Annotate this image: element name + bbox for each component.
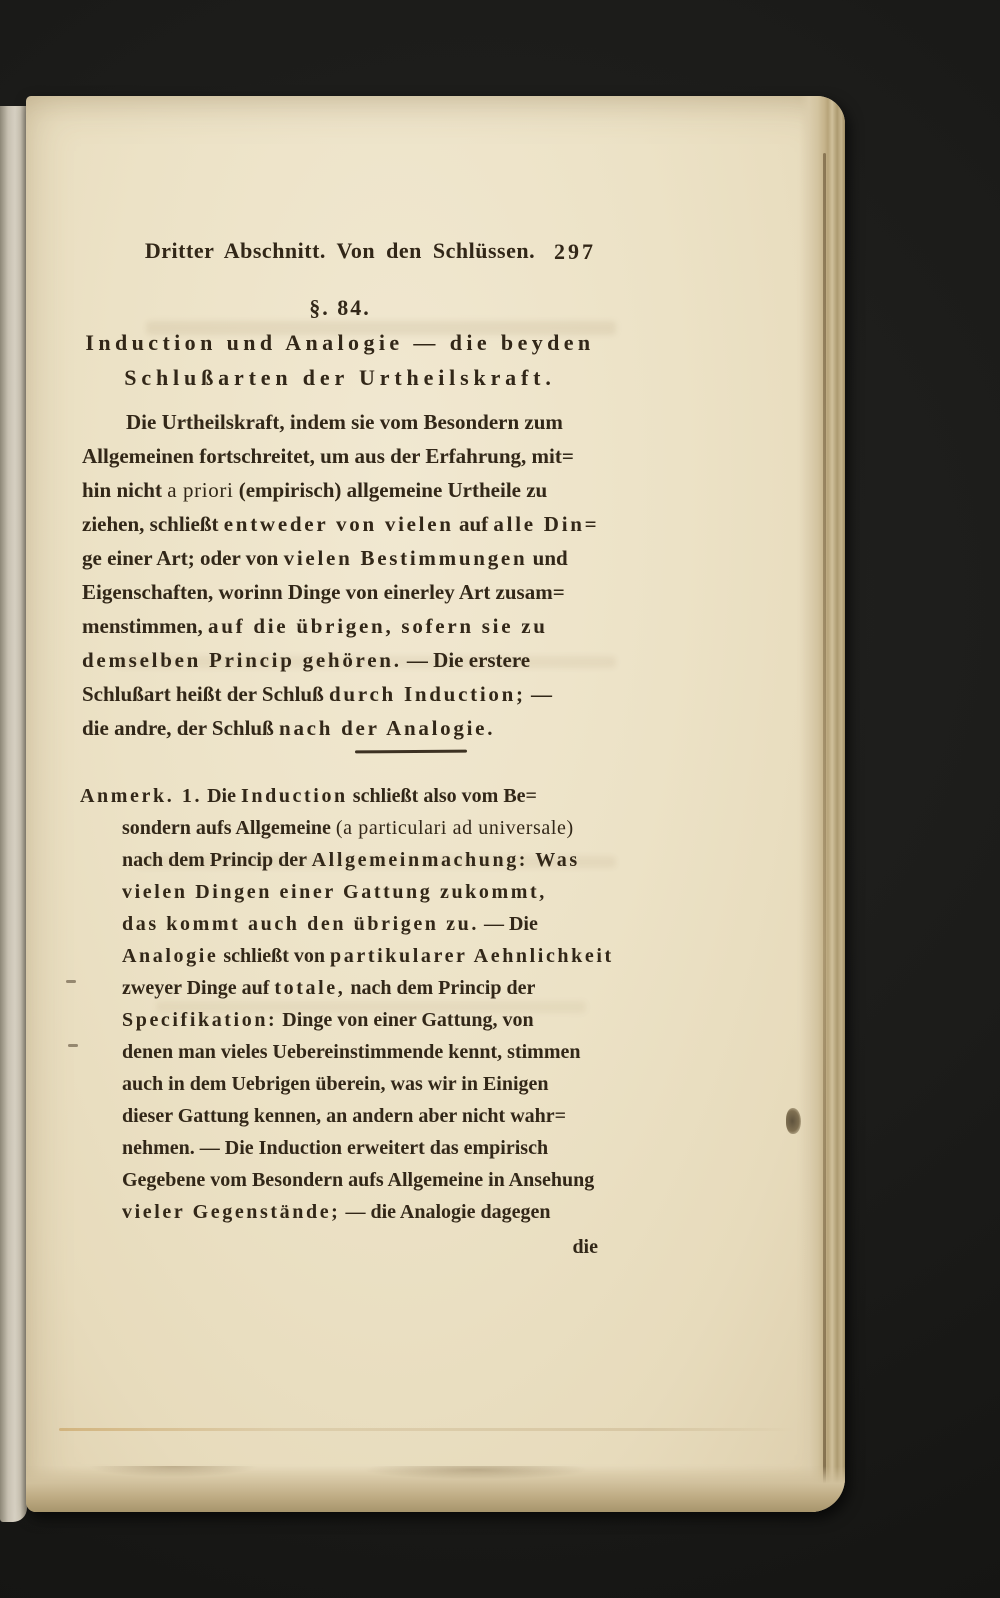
divider-rule xyxy=(355,750,467,754)
body-line xyxy=(82,507,598,541)
note-line xyxy=(80,1068,596,1100)
remark-paragraph xyxy=(80,780,614,1228)
margin-pen-mark xyxy=(66,980,76,983)
body-line xyxy=(82,711,598,745)
note-line xyxy=(80,780,596,812)
text-segment: Dinge von einer Gattung, von xyxy=(277,1009,534,1031)
body-line xyxy=(82,405,598,439)
book-page xyxy=(26,96,845,1512)
letterspaced-text-segment: Anmerk. 1. xyxy=(80,785,203,807)
note-line xyxy=(80,1164,596,1196)
text-segment: schließt also vom Be= xyxy=(347,785,537,807)
text-segment: nehmen. — Die Induction erweitert das empirisch xyxy=(122,1137,549,1159)
text-segment: Die xyxy=(202,785,241,807)
page-edge-bottom xyxy=(26,1466,845,1512)
letterspaced-text-segment: alle Din= xyxy=(493,512,600,536)
text-segment: sondern aufs Allgemeine xyxy=(122,817,336,839)
text-segment: nach dem Princip der xyxy=(122,849,312,871)
text-segment: nach dem Princip der xyxy=(345,977,536,999)
letterspaced-text-segment: vielen Dingen einer Gattung zukommt, xyxy=(122,881,547,903)
letterspaced-text-segment: Specifikation: xyxy=(122,1009,278,1031)
text-segment: Gegebene vom Besondern aufs Allgemeine in Ansehung xyxy=(122,1169,595,1191)
text-block xyxy=(80,96,614,1512)
note-line xyxy=(80,1100,596,1132)
text-segment: auch in dem Uebrigen überein, was wir in Einigen xyxy=(122,1073,549,1095)
text-segment: menstimmen, xyxy=(82,614,208,638)
section-mark: §. 84. xyxy=(309,295,371,320)
heading-line-1: Induction und Analogie — die beyden xyxy=(85,330,595,355)
page-header xyxy=(82,238,598,268)
text-segment: denen man vieles Uebereinstimmende kennt, stimmen xyxy=(122,1041,581,1063)
text-segment: zweyer Dinge auf xyxy=(122,977,275,999)
running-title: Dritter Abschnitt. Von den Schlüssen. xyxy=(144,238,536,263)
text-segment: Eigenschaften, worinn Dinge von einerley Art zusam= xyxy=(82,580,565,604)
antiqua-text-segment: a priori xyxy=(167,478,234,502)
letterspaced-text-segment: vielen Bestimmungen xyxy=(283,546,528,570)
body-line xyxy=(82,643,598,677)
text-segment: ziehen, schließt xyxy=(82,512,224,536)
letterspaced-text-segment: auf die übrigen, sofern sie zu xyxy=(207,614,548,638)
letterspaced-text-segment: Induction xyxy=(241,785,348,807)
note-line xyxy=(80,1132,596,1164)
text-segment: ge einer Art; oder von xyxy=(82,546,284,570)
letterspaced-text-segment: Allgemeinmachung: Was xyxy=(311,849,580,871)
text-segment: (empirisch) allgemeine Urtheile zu xyxy=(233,478,548,502)
body-line xyxy=(82,473,598,507)
body-line xyxy=(82,541,598,575)
letterspaced-text-segment: totale, xyxy=(274,977,346,999)
text-segment: auf xyxy=(453,512,494,536)
text-segment: — Die erstere xyxy=(401,648,531,672)
note-line xyxy=(80,876,596,908)
text-segment: Allgemeinen fortschreitet, um aus der Erfahrung, mit= xyxy=(82,444,574,468)
letterspaced-text-segment: das kommt auch den übrigen zu. xyxy=(122,913,479,935)
note-line xyxy=(80,844,596,876)
text-segment: Die Urtheilskraft, indem sie vom Besondern zum xyxy=(126,410,563,434)
note-line xyxy=(80,940,614,972)
body-line xyxy=(82,439,598,473)
heading-line-2: Schlußarten der Urtheilskraft. xyxy=(124,365,556,390)
main-paragraph xyxy=(82,405,598,745)
text-segment: dieser Gattung kennen, an andern aber nicht wahr= xyxy=(122,1105,567,1127)
text-segment: Schlußart heißt der Schluß xyxy=(82,682,330,706)
body-line xyxy=(82,677,598,711)
letterspaced-text-segment: Analogie xyxy=(122,945,219,967)
catchword: die xyxy=(572,1236,598,1258)
text-segment: — die Analogie dagegen xyxy=(340,1201,551,1223)
letterspaced-text-segment: nach der Analogie. xyxy=(279,716,496,740)
note-line xyxy=(80,908,596,940)
note-line xyxy=(80,812,596,844)
text-segment: schließt von xyxy=(218,945,331,967)
letterspaced-text-segment: entweder von vielen xyxy=(223,512,454,536)
note-line xyxy=(80,1196,596,1228)
body-line xyxy=(82,575,598,609)
letterspaced-text-segment: demselben Princip gehören. xyxy=(82,648,402,672)
text-segment: — Die xyxy=(478,913,538,935)
text-segment: die andre, der Schluß xyxy=(82,716,280,740)
page-edge-right xyxy=(799,96,845,1512)
text-segment: und xyxy=(527,546,568,570)
margin-pen-mark xyxy=(68,1044,78,1047)
text-segment: hin nicht xyxy=(82,478,168,502)
body-line xyxy=(82,609,598,643)
note-line xyxy=(80,972,596,1004)
note-line xyxy=(80,1036,596,1068)
letterspaced-text-segment: vieler Gegenstände; xyxy=(122,1201,341,1223)
letterspaced-text-segment: durch Induction; xyxy=(329,682,526,706)
note-line xyxy=(80,1004,596,1036)
paper-crease xyxy=(59,1428,796,1431)
page-number: 297 xyxy=(554,239,596,264)
text-segment: — xyxy=(525,682,553,706)
letterspaced-text-segment: partikularer Aehnlichkeit xyxy=(330,945,614,967)
adjacent-page-edge xyxy=(0,106,27,1522)
antiqua-text-segment: (a particulari ad universale) xyxy=(335,817,574,839)
